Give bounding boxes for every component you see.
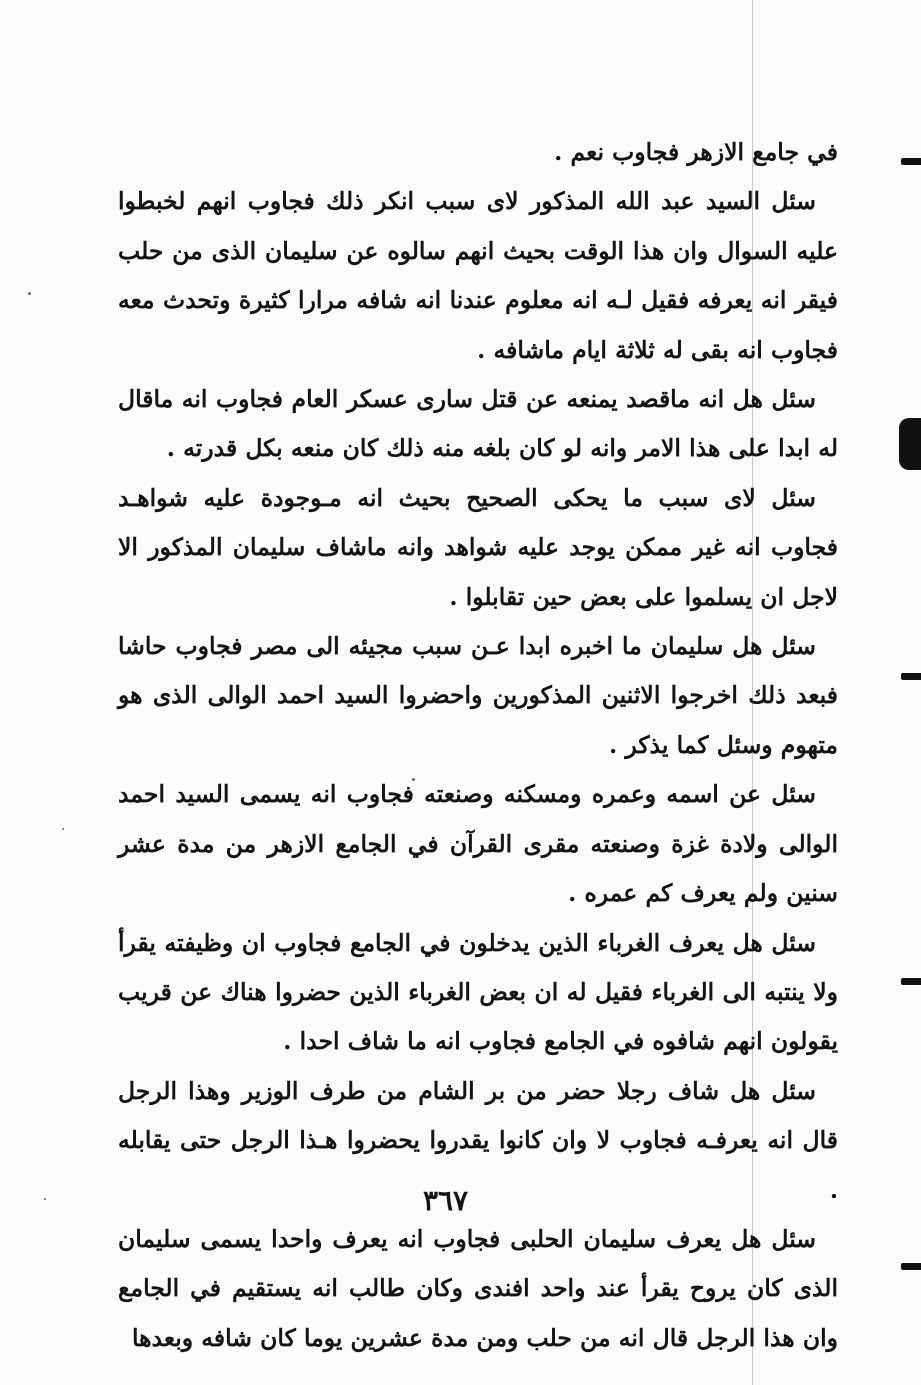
paper-speck <box>28 292 31 295</box>
edge-binding-mark <box>901 158 921 165</box>
edge-binding-mark <box>901 1263 921 1270</box>
edge-binding-blob <box>899 418 921 470</box>
paragraph-question: سئل هل شاف رجلا حضر من بر الشام من طرف الوزير وهذا الرجل قال انه يعرفـه فجاوب لا وان كانوا يقدروا يحضروا هـذا الرجل حتى يقابله . <box>118 1076 838 1204</box>
paragraph-question: سئل لاى سبب ما يحكى الصحيح بحيث انه مـوجودة عليه شواهـد فجاوب انه غير ممكن يوجد عليه شواهد وانه ماشاف سليمان المذكور الا لاجل ان يسلموا على بعض حين تقابلوا . <box>118 483 838 611</box>
edge-binding-mark <box>901 673 921 680</box>
paragraph-continuation: في جامع الازهر فجاوب نعم . <box>554 138 838 166</box>
edge-binding-mark <box>901 978 921 985</box>
paragraph-question: سئل هل انه ماقصد يمنعه عن قتل سارى عسكر العام فجاوب انه ماقال له ابدا على هذا الامر وانه لو كان بلغه منه ذلك كان منعه بكل قدرته . <box>118 385 838 463</box>
document-body <box>118 128 838 1363</box>
paper-speck <box>62 828 64 830</box>
page-number: ٣٦٧ <box>422 1184 469 1217</box>
paragraph-question: سئل عن اسمه وعمره ومسكنه وصنعته فجاوب انه يسمى السيد احمد الوالى ولادة غزة وصنعته مقرى القرآن في الجامع الازهر من مدة عشر سنين ولم يعرف كم عمره . <box>118 780 838 908</box>
paragraph-question: سئل هل سليمان ما اخبره ابدا عـن سبب مجيئه الى مصر فجاوب حاشا فبعد ذلك اخرجوا الاثنين المذكورين واحضروا السيد احمد الوالى الذى هو متهوم وسئل كما يذكر . <box>118 632 838 759</box>
paragraph-question: سئل السيد عبد الله المذكور لاى سبب انكر ذلك فجاوب انهم لخبطوا عليه السوال وان هذا الوقت بحيث انهم سالوه عن سليمان الذى من حلب فيقر انه يعرفه فقيل لـه انه معلوم عندنا انه شافه مرارا كثيرة وتحدث معه فجاوب انه بقى له ثلاثة ايام ماشافه . <box>118 187 838 364</box>
paragraph-question: سئل هل يعرف الغرباء الذين يدخلون في الجامع فجاوب ان وظيفته يقرأ ولا ينتبه الى الغرباء فقيل له ان بعض الغرباء الذين حضروا هناك عن قريب يقولون انهم شافوه في الجامع فجاوب انه ما شاف احدا . <box>118 928 838 1056</box>
paragraph-question: سئل هل يعرف سليمان الحلبى فجاوب انه يعرف واحدا يسمى سليمان الذى كان يروح يقرأ عند واحد افندى وكان طالب انه يستقيم في الجامع وان هذا الرجل قال انه من حلب ومن مدة عشرين يوما كان شافه وبعدها <box>118 1224 838 1352</box>
